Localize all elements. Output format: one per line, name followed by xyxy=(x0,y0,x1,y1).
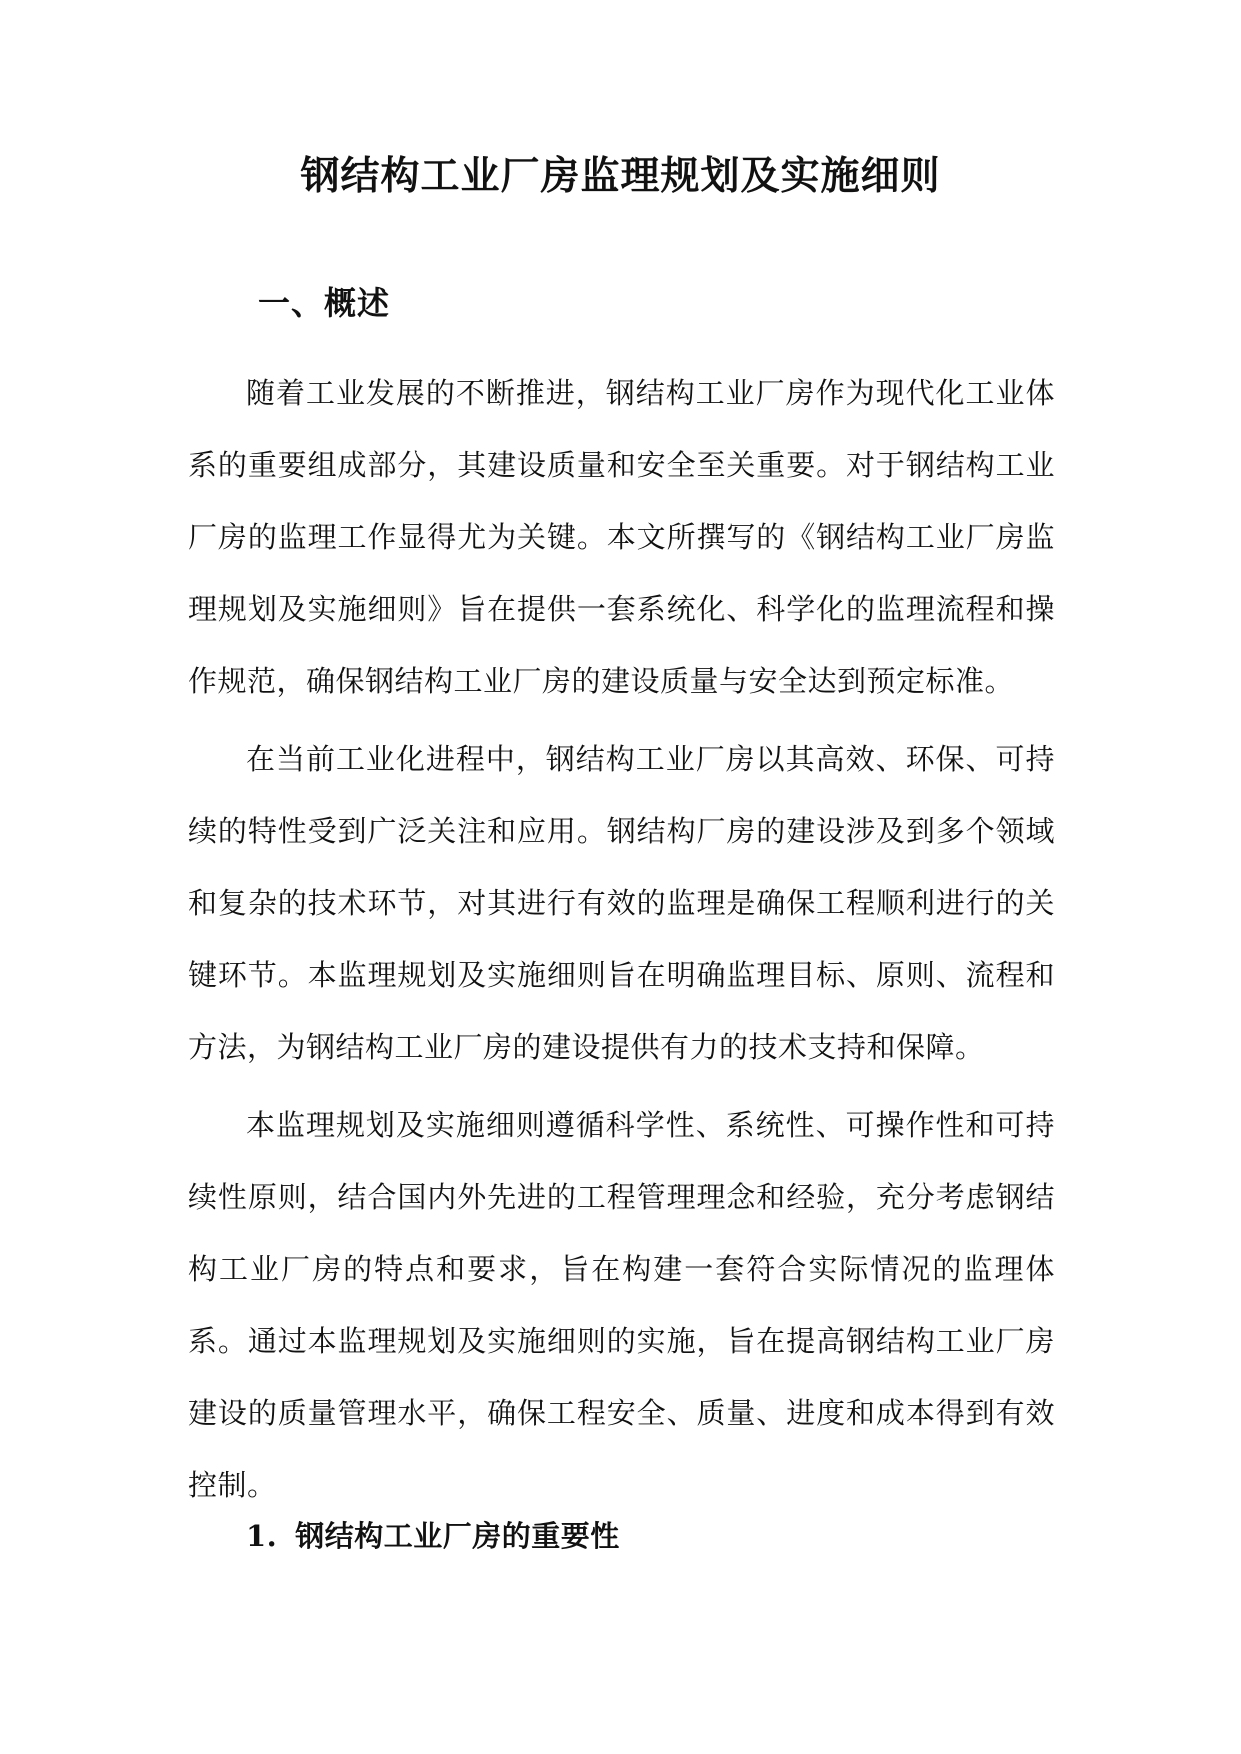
paragraph: 在当前工业化进程中，钢结构工业厂房以其高效、环保、可持续的特性受到广泛关注和应用。钢结构厂房的建设涉及到多个领域和复杂的技术环节，对其进行有效的监理是确保工程顺利进行的关键环节。本监理规划及实施细则旨在明确监理目标、原则、流程和方法，为钢结构工业厂房的建设提供有力的技术支持和保障。 xyxy=(188,742,1055,1064)
section-heading-overview: 一、概述 xyxy=(258,284,391,322)
subsection-number: 1. xyxy=(246,1519,278,1553)
paragraph: 随着工业发展的不断推进，钢结构工业厂房作为现代化工业体系的重要组成部分，其建设质量和安全至关重要。对于钢结构工业厂房的监理工作显得尤为关键。本文所撰写的《钢结构工业厂房监理规划及实施细则》旨在提供一套系统化、科学化的监理流程和操作规范，确保钢结构工业厂房的建设质量与安全达到预定标准。 xyxy=(188,376,1055,698)
paragraph: 本监理规划及实施细则遵循科学性、系统性、可操作性和可持续性原则，结合国内外先进的工程管理理念和经验，充分考虑钢结构工业厂房的特点和要求，旨在构建一套符合实际情况的监理体系。通过本监理规划及实施细则的实施，旨在提高钢结构工业厂房建设的质量管理水平，确保工程安全、质量、进度和成本得到有效控制。 xyxy=(188,1108,1055,1502)
subsection-heading xyxy=(246,1514,620,1558)
document-title: 钢结构工业厂房监理规划及实施细则 xyxy=(300,153,941,199)
subsection-title: 钢结构工业厂房的重要性 xyxy=(295,1519,620,1553)
